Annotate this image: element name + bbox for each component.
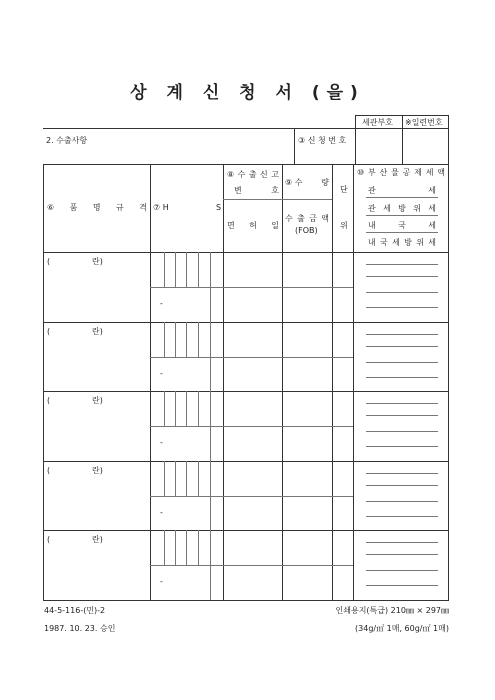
hs-dash: - xyxy=(160,299,163,308)
row-bracket-open: ( xyxy=(47,535,51,545)
hs-lower-divider xyxy=(210,287,211,322)
row-bracket-open: ( xyxy=(47,396,51,406)
tax-entry-line xyxy=(366,334,438,335)
tax-entry-line xyxy=(366,516,438,517)
hs-digit-cell xyxy=(210,530,211,565)
header-domestic-tax: 내 국 세 xyxy=(368,221,436,230)
tax-entry-line xyxy=(366,446,438,447)
hs-digit-cell xyxy=(175,391,176,426)
row-separator xyxy=(43,530,449,531)
header-unit-top: 단 xyxy=(340,185,348,194)
row-bracket-open: ( xyxy=(47,465,51,475)
tax-header-rule xyxy=(366,197,438,198)
tax-entry-line xyxy=(366,415,438,416)
tax-entry-line xyxy=(366,501,438,502)
row-midline xyxy=(150,287,353,288)
header-unit-bottom: 위 xyxy=(340,221,348,230)
hs-digit-cell xyxy=(210,461,211,496)
row-bracket-open: ( xyxy=(47,257,51,266)
header-customs-defense-tax: 관 세 방 위 세 xyxy=(368,204,436,213)
header-export-decl-no: 변 호 xyxy=(234,186,279,195)
tax-entry-line xyxy=(366,473,438,474)
tax-entry-line xyxy=(366,377,438,378)
section-label: 2. 수출사항 xyxy=(46,136,88,145)
tax-entry-line xyxy=(366,585,438,586)
hs-lower-divider xyxy=(210,357,211,392)
header-hs: ⑦ H xyxy=(153,203,169,212)
header-customs-duty: 관 세 xyxy=(368,186,436,195)
tax-entry-line xyxy=(366,403,438,404)
hs-digit-cell xyxy=(175,530,176,565)
hs-digit-cell xyxy=(186,461,187,496)
paper-spec: 인쇄용지(특급) 210㎜ × 297㎜ xyxy=(335,606,449,615)
tax-entry-line xyxy=(366,431,438,432)
row-midline xyxy=(150,426,353,427)
header-byproduct-tax: ⑩ 부 산 물 공 제 세 액 xyxy=(357,168,445,177)
header-export-amount: 수 출 금 액 xyxy=(285,214,329,223)
header-fob: (FOB) xyxy=(295,226,318,235)
hs-digit-cell xyxy=(198,322,199,357)
hs-dash: - xyxy=(160,438,163,448)
row-midline xyxy=(150,357,353,358)
hs-digit-cell xyxy=(210,322,211,357)
customs-code-label: 세관부호 xyxy=(362,118,393,127)
header-export-decl: ⑧ 수 출 신 고 xyxy=(227,170,279,179)
row-separator xyxy=(43,461,449,462)
hs-digit-cell xyxy=(210,252,211,287)
paper-weight: (34g/㎡ 1매, 60g/㎡ 1매) xyxy=(355,624,449,633)
row-midline xyxy=(150,496,353,497)
hs-dash: - xyxy=(160,577,163,587)
row-bracket-close: 란) xyxy=(92,326,103,336)
tax-header-rule xyxy=(366,232,438,233)
row-bracket-close: 란) xyxy=(92,465,103,475)
row-bracket-close: 란) xyxy=(92,257,103,266)
apply-number-label: ③ 신 청 번 호 xyxy=(298,136,347,145)
hs-lower-divider xyxy=(210,496,211,531)
tax-entry-line xyxy=(366,307,438,308)
tax-entry-line xyxy=(366,554,438,555)
hs-digit-cell xyxy=(198,391,199,426)
hs-lower-divider xyxy=(210,426,211,461)
tax-entry-line xyxy=(366,264,438,265)
serial-number-label: ※일련번호 xyxy=(405,118,443,127)
hs-digit-cell xyxy=(164,530,165,565)
hs-digit-cell xyxy=(186,530,187,565)
header-item-spec: ⑥ 품 명 규 격 xyxy=(47,203,147,212)
hs-digit-cell xyxy=(198,252,199,287)
hs-digit-cell xyxy=(164,252,165,287)
row-bracket-open: ( xyxy=(47,326,51,336)
hs-digit-cell xyxy=(198,530,199,565)
tax-header-rule xyxy=(366,215,438,216)
header-domestic-defense-tax: 내 국 세 방 위 세 xyxy=(368,238,436,247)
header-quantity: ⑨ 수 량 xyxy=(285,178,329,187)
row-bracket-close: 란) xyxy=(92,535,103,545)
form-title: 상 계 신 청 서 (을) xyxy=(130,83,365,103)
header-hs-s: S xyxy=(216,203,222,212)
hs-dash: - xyxy=(160,507,163,517)
hs-digit-cell xyxy=(164,461,165,496)
hs-digit-cell xyxy=(186,322,187,357)
hs-digit-cell xyxy=(186,391,187,426)
hs-digit-cell xyxy=(175,252,176,287)
approval-date: 1987. 10. 23. 승인 xyxy=(44,624,116,633)
hs-digit-cell xyxy=(198,461,199,496)
row-separator xyxy=(43,322,449,323)
tax-entry-line xyxy=(366,362,438,363)
hs-digit-cell xyxy=(164,391,165,426)
hs-digit-cell xyxy=(164,322,165,357)
tax-entry-line xyxy=(366,485,438,486)
form-number: 44-5-116-(민)-2 xyxy=(44,606,106,615)
row-separator xyxy=(43,391,449,392)
header-license-date: 면 허 일 xyxy=(227,221,279,230)
tax-entry-line xyxy=(366,542,438,543)
tax-entry-line xyxy=(366,276,438,277)
hs-lower-divider xyxy=(210,565,211,600)
tax-entry-line xyxy=(366,346,438,347)
tax-entry-line xyxy=(366,570,438,571)
tax-entry-line xyxy=(366,292,438,293)
row-midline xyxy=(150,565,353,566)
row-bracket-close: 란) xyxy=(92,396,103,406)
hs-digit-cell xyxy=(210,391,211,426)
hs-digit-cell xyxy=(175,461,176,496)
hs-digit-cell xyxy=(175,322,176,357)
hs-digit-cell xyxy=(186,252,187,287)
hs-dash: - xyxy=(160,368,163,378)
